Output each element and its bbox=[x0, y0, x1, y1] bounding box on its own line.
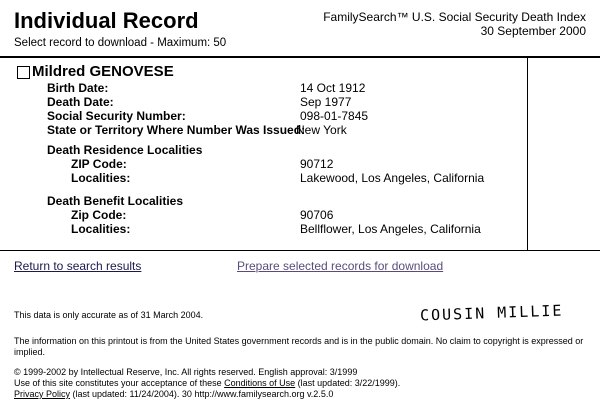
download-instructions: Select record to download - Maximum: 50 bbox=[14, 37, 227, 49]
select-record-checkbox[interactable] bbox=[17, 66, 30, 79]
copyright-block bbox=[14, 367, 594, 400]
benefit-localities-label: Localities: bbox=[71, 222, 131, 236]
birth-date-value: 14 Oct 1912 bbox=[300, 81, 366, 95]
privacy-suffix: (last updated: 11/24/2004). 30 http://www.familysearch.org v.2.5.0 bbox=[70, 389, 334, 399]
mid-divider bbox=[0, 250, 600, 251]
benefit-localities-value: Bellflower, Los Angeles, California bbox=[300, 222, 481, 236]
source-line: FamilySearch™ U.S. Social Security Death Index bbox=[323, 10, 586, 24]
state-issued-value: New York bbox=[296, 123, 347, 137]
benefit-heading: Death Benefit Localities bbox=[47, 194, 184, 208]
residence-zip-value: 90712 bbox=[300, 157, 334, 171]
privacy-policy-link[interactable]: Privacy Policy bbox=[14, 389, 71, 399]
handwritten-note: COUSIN MILLIE bbox=[419, 301, 564, 325]
conditions-prefix: Use of this site constitutes your acceptance of these bbox=[14, 378, 225, 388]
ssn-label: Social Security Number: bbox=[47, 109, 186, 123]
source-date: 30 September 2000 bbox=[480, 24, 586, 38]
source-info bbox=[323, 10, 586, 38]
state-issued-label: State or Territory Where Number Was Issued: bbox=[47, 123, 306, 137]
death-date-label: Death Date: bbox=[47, 95, 114, 109]
page-title: Individual Record bbox=[14, 8, 199, 33]
privacy-line bbox=[14, 389, 594, 400]
accuracy-note: This data is only accurate as of 31 March 2004. bbox=[14, 310, 204, 320]
benefit-zip-value: 90706 bbox=[300, 208, 334, 222]
record-name: Mildred GENOVESE bbox=[32, 63, 174, 80]
residence-heading: Death Residence Localities bbox=[47, 143, 203, 157]
top-divider bbox=[0, 56, 600, 58]
death-date-value: Sep 1977 bbox=[300, 95, 352, 109]
public-domain-line-1: The information on this printout is from the United States government records and is in the public domain. No claim to copyright is expressed or bbox=[14, 336, 584, 346]
ssn-value: 098-01-7845 bbox=[300, 109, 369, 123]
vertical-divider bbox=[527, 58, 528, 250]
residence-zip-label: ZIP Code: bbox=[71, 157, 127, 171]
residence-localities-value: Lakewood, Los Angeles, California bbox=[300, 171, 485, 185]
benefit-zip-label: Zip Code: bbox=[71, 208, 127, 222]
public-domain-line-2: implied. bbox=[14, 347, 46, 357]
conditions-line bbox=[14, 378, 594, 389]
return-to-search-link[interactable]: Return to search results bbox=[14, 259, 142, 273]
conditions-suffix: (last updated: 3/22/1999). bbox=[295, 378, 401, 388]
prepare-download-link[interactable]: Prepare selected records for download bbox=[237, 259, 444, 273]
copyright-line: © 1999-2002 by Intellectual Reserve, Inc. All rights reserved. English approval: 3/1999 bbox=[14, 367, 358, 377]
residence-localities-label: Localities: bbox=[71, 171, 131, 185]
birth-date-label: Birth Date: bbox=[47, 81, 109, 95]
conditions-of-use-link[interactable]: Conditions of Use bbox=[224, 378, 296, 388]
public-domain-notice bbox=[14, 336, 594, 358]
